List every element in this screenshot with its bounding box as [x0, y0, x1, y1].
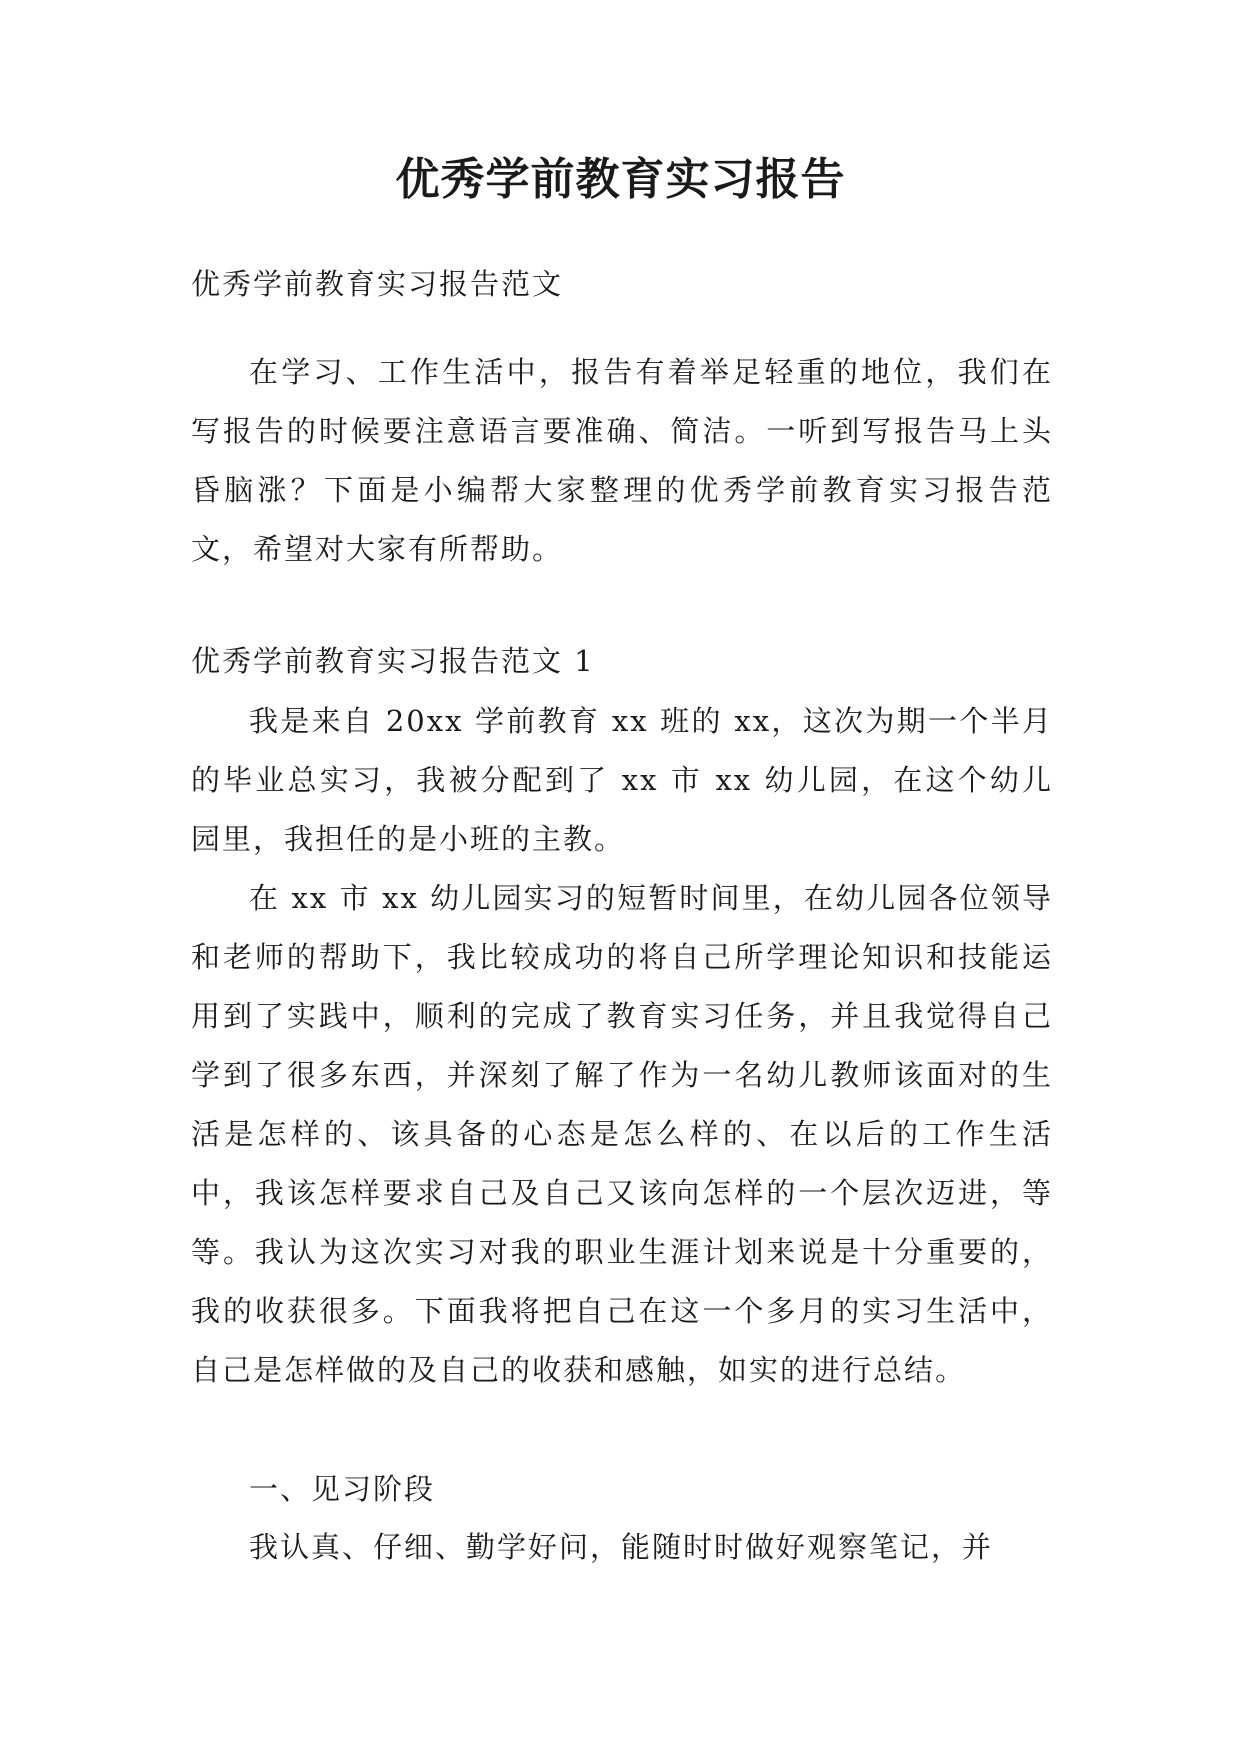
body-paragraph-1: 我是来自 20xx 学前教育 xx 班的 xx，这次为期一个半月的毕业总实习，我被分配到了 xx 市 xx 幼儿园，在这个幼儿园里，我担任的是小班的主教。 [191, 704, 1053, 856]
sample-heading: 优秀学前教育实习报告范文 1 [191, 644, 595, 678]
body-paragraph-2: 在 xx 市 xx 幼儿园实习的短暂时间里，在幼儿园各位领导和老师的帮助下，我比较成功的将自己所学理论知识和技能运用到了实践中，顺利的完成了教育实习任务，并且我觉得自己学到了很多东西，并深刻了解了作为一名幼儿教师该面对的生活是怎样的、该具备的心态是怎么样的、在以后的工作生活中，我该怎样要求自己及自己又该向怎样的一个层次迈进，等等。我认为这次实习对我的职业生涯计划来说是十分重要的，我的收获很多。下面我将把自己在这一个多月的实习生活中，自己是怎样做的及自己的收获和感触，如实的进行总结。 [191, 881, 1053, 1387]
section-heading: 一、见习阶段 [249, 1472, 436, 1506]
body-paragraph-3: 我认真、仔细、勤学好问，能随时时做好观察笔记，并 [249, 1530, 994, 1564]
document-title: 优秀学前教育实习报告 [395, 154, 846, 205]
document-subtitle: 优秀学前教育实习报告范文 [191, 267, 564, 301]
intro-paragraph: 在学习、工作生活中，报告有着举足轻重的地位，我们在写报告的时候要注意语言要准确、简洁。一听到写报告马上头昏脑涨？下面是小编帮大家整理的优秀学前教育实习报告范文，希望对大家有所帮助。 [191, 355, 1053, 566]
